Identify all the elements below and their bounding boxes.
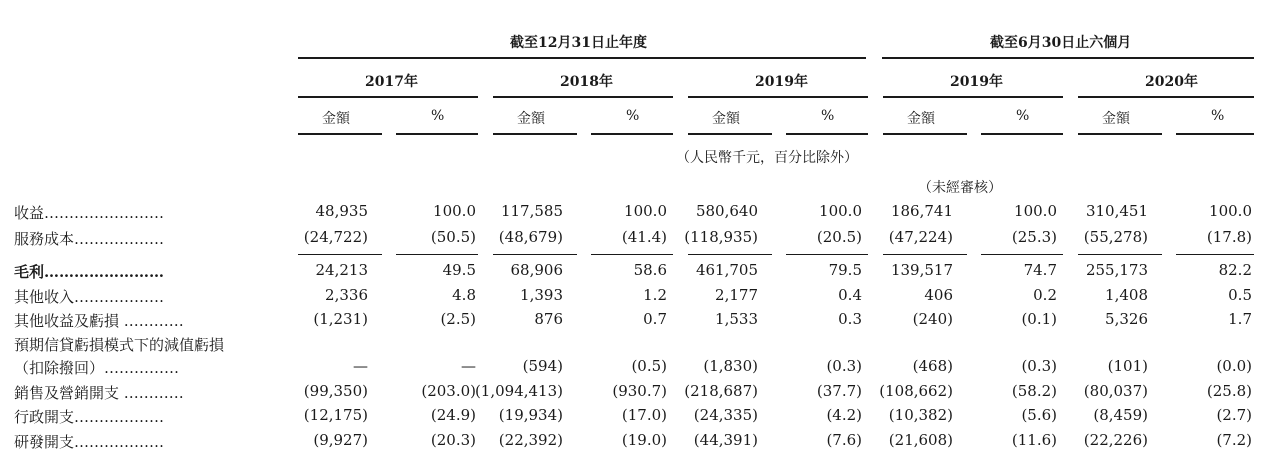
table-cell: (21,608): [888, 431, 953, 449]
table-cell: (0.0): [1216, 357, 1252, 375]
row-label: 預期信貸虧損模式下的減值虧損: [14, 336, 225, 354]
sub-rule: [298, 133, 382, 135]
table-cell: (12,175): [303, 406, 368, 424]
table-cell: (108,662): [879, 382, 953, 400]
table-cell: (80,037): [1083, 382, 1148, 400]
table-cell: 2,336: [325, 286, 368, 304]
sub-rule: [591, 133, 673, 135]
amount-header: 金額: [322, 111, 350, 127]
table-cell: 0.2: [1033, 286, 1057, 304]
subtotal-rule: [786, 254, 868, 255]
subtotal-rule: [981, 254, 1063, 255]
sub-rule: [493, 133, 577, 135]
table-cell: 100.0: [1014, 202, 1057, 220]
amount-header: 金額: [907, 111, 935, 127]
sub-rule: [688, 133, 772, 135]
table-cell: (5.6): [1021, 406, 1057, 424]
table-cell: 255,173: [1085, 261, 1148, 279]
table-cell: 1,408: [1105, 286, 1148, 304]
table-cell: (25.3): [1011, 228, 1057, 246]
table-cell: (58.2): [1011, 382, 1057, 400]
year-rule-2019: [688, 96, 868, 98]
table-cell: 580,640: [695, 202, 758, 220]
row-label: 毛利……………………: [14, 263, 165, 281]
table-cell: (8,459): [1093, 406, 1148, 424]
currency-note: （人民幣千元，百分比除外）: [676, 150, 858, 166]
table-cell: (11.6): [1011, 431, 1057, 449]
subtotal-rule: [883, 254, 967, 255]
table-cell: (2.5): [440, 310, 476, 328]
table-cell: 74.7: [1023, 261, 1057, 279]
amount-header: 金額: [517, 111, 545, 127]
year-header-2018: 2018年: [560, 74, 613, 90]
year-rule-2018: [493, 96, 673, 98]
subtotal-rule: [298, 254, 382, 255]
pct-header: %: [1211, 108, 1225, 124]
row-label: （扣除撥回）……………: [14, 359, 180, 377]
table-cell: (24,722): [303, 228, 368, 246]
table-cell: (37.7): [816, 382, 862, 400]
row-label: 服務成本………………: [14, 230, 165, 248]
table-cell: (55,278): [1083, 228, 1148, 246]
subtotal-rule: [688, 254, 772, 255]
table-cell: 117,585: [500, 202, 563, 220]
table-cell: 0.3: [838, 310, 862, 328]
table-cell: 58.6: [633, 261, 667, 279]
table-cell: (22,226): [1083, 431, 1148, 449]
table-cell: (7.6): [826, 431, 862, 449]
table-cell: (24.9): [430, 406, 476, 424]
table-cell: 0.5: [1228, 286, 1252, 304]
group-rule-half: [882, 57, 1254, 59]
group-header-year: 截至12月31日止年度: [510, 35, 647, 51]
group-rule-year: [298, 57, 866, 59]
table-cell: —: [353, 357, 368, 375]
table-cell: (468): [912, 357, 953, 375]
table-cell: 2,177: [715, 286, 758, 304]
table-cell: (22,392): [498, 431, 563, 449]
table-cell: (47,224): [888, 228, 953, 246]
table-cell: 1,533: [715, 310, 758, 328]
table-cell: (9,927): [313, 431, 368, 449]
table-cell: (594): [522, 357, 563, 375]
pct-header: %: [431, 108, 445, 124]
table-cell: 100.0: [624, 202, 667, 220]
row-label: 收益……………………: [14, 204, 165, 222]
sub-rule: [1176, 133, 1254, 135]
table-cell: 100.0: [819, 202, 862, 220]
table-cell: 1,393: [520, 286, 563, 304]
table-cell: (1,231): [313, 310, 368, 328]
table-cell: (4.2): [826, 406, 862, 424]
table-cell: 186,741: [890, 202, 953, 220]
row-label: 銷售及營銷開支 …………: [14, 384, 184, 402]
subtotal-rule: [1078, 254, 1162, 255]
pct-header: %: [821, 108, 835, 124]
sub-rule: [883, 133, 967, 135]
table-cell: 49.5: [442, 261, 476, 279]
table-cell: (20.3): [430, 431, 476, 449]
sub-rule: [786, 133, 868, 135]
year-header-2019-half: 2019年: [950, 74, 1003, 90]
table-cell: 310,451: [1085, 202, 1148, 220]
table-cell: 48,935: [315, 202, 368, 220]
year-header-2019: 2019年: [755, 74, 808, 90]
table-cell: 79.5: [828, 261, 862, 279]
table-cell: 24,213: [315, 261, 368, 279]
table-cell: (41.4): [621, 228, 667, 246]
table-cell: (1,094,413): [474, 382, 563, 400]
table-cell: (0.3): [826, 357, 862, 375]
table-cell: 100.0: [1209, 202, 1252, 220]
table-cell: 0.7: [643, 310, 667, 328]
table-cell: (17.8): [1206, 228, 1252, 246]
sub-rule: [396, 133, 478, 135]
table-cell: (118,935): [684, 228, 758, 246]
row-label: 其他收益及虧損 …………: [14, 312, 184, 330]
group-header-half: 截至6月30日止六個月: [990, 35, 1132, 51]
year-rule-2020-half: [1078, 96, 1254, 98]
table-cell: —: [461, 357, 476, 375]
table-cell: (7.2): [1216, 431, 1252, 449]
amount-header: 金額: [712, 111, 740, 127]
year-header-2017: 2017年: [365, 74, 418, 90]
table-cell: (20.5): [816, 228, 862, 246]
table-cell: 139,517: [890, 261, 953, 279]
table-cell: 1.7: [1228, 310, 1252, 328]
table-cell: 0.4: [838, 286, 862, 304]
pct-header: %: [1016, 108, 1030, 124]
table-cell: (24,335): [693, 406, 758, 424]
table-cell: (240): [912, 310, 953, 328]
table-cell: (0.5): [631, 357, 667, 375]
table-cell: (44,391): [693, 431, 758, 449]
row-label: 行政開支………………: [14, 408, 165, 426]
unaudited-note: （未經審核）: [918, 180, 1002, 196]
subtotal-rule: [1176, 254, 1254, 255]
table-cell: (0.3): [1021, 357, 1057, 375]
table-cell: 68,906: [510, 261, 563, 279]
table-cell: 100.0: [433, 202, 476, 220]
table-cell: (50.5): [430, 228, 476, 246]
table-cell: 82.2: [1218, 261, 1252, 279]
year-header-2020-half: 2020年: [1145, 74, 1198, 90]
sub-rule: [981, 133, 1063, 135]
table-cell: (25.8): [1206, 382, 1252, 400]
pct-header: %: [626, 108, 640, 124]
table-cell: (101): [1107, 357, 1148, 375]
row-label: 研發開支………………: [14, 433, 165, 451]
table-cell: (48,679): [498, 228, 563, 246]
table-cell: 1.2: [643, 286, 667, 304]
table-cell: (19.0): [621, 431, 667, 449]
row-label: 其他收入………………: [14, 288, 165, 306]
table-cell: (2.7): [1216, 406, 1252, 424]
year-rule-2019-half: [883, 96, 1063, 98]
table-cell: (19,934): [498, 406, 563, 424]
table-cell: 406: [924, 286, 953, 304]
amount-header: 金額: [1102, 111, 1130, 127]
table-cell: (203.0): [421, 382, 476, 400]
table-cell: (1,830): [703, 357, 758, 375]
table-cell: (218,687): [684, 382, 758, 400]
subtotal-rule: [591, 254, 673, 255]
table-cell: 461,705: [695, 261, 758, 279]
year-rule-2017: [298, 96, 478, 98]
table-cell: (99,350): [303, 382, 368, 400]
table-cell: 4.8: [452, 286, 476, 304]
subtotal-rule: [493, 254, 577, 255]
sub-rule: [1078, 133, 1162, 135]
table-cell: 876: [534, 310, 563, 328]
subtotal-rule: [396, 254, 478, 255]
table-cell: (0.1): [1021, 310, 1057, 328]
table-cell: (10,382): [888, 406, 953, 424]
table-cell: 5,326: [1105, 310, 1148, 328]
table-cell: (930.7): [612, 382, 667, 400]
table-cell: (17.0): [621, 406, 667, 424]
